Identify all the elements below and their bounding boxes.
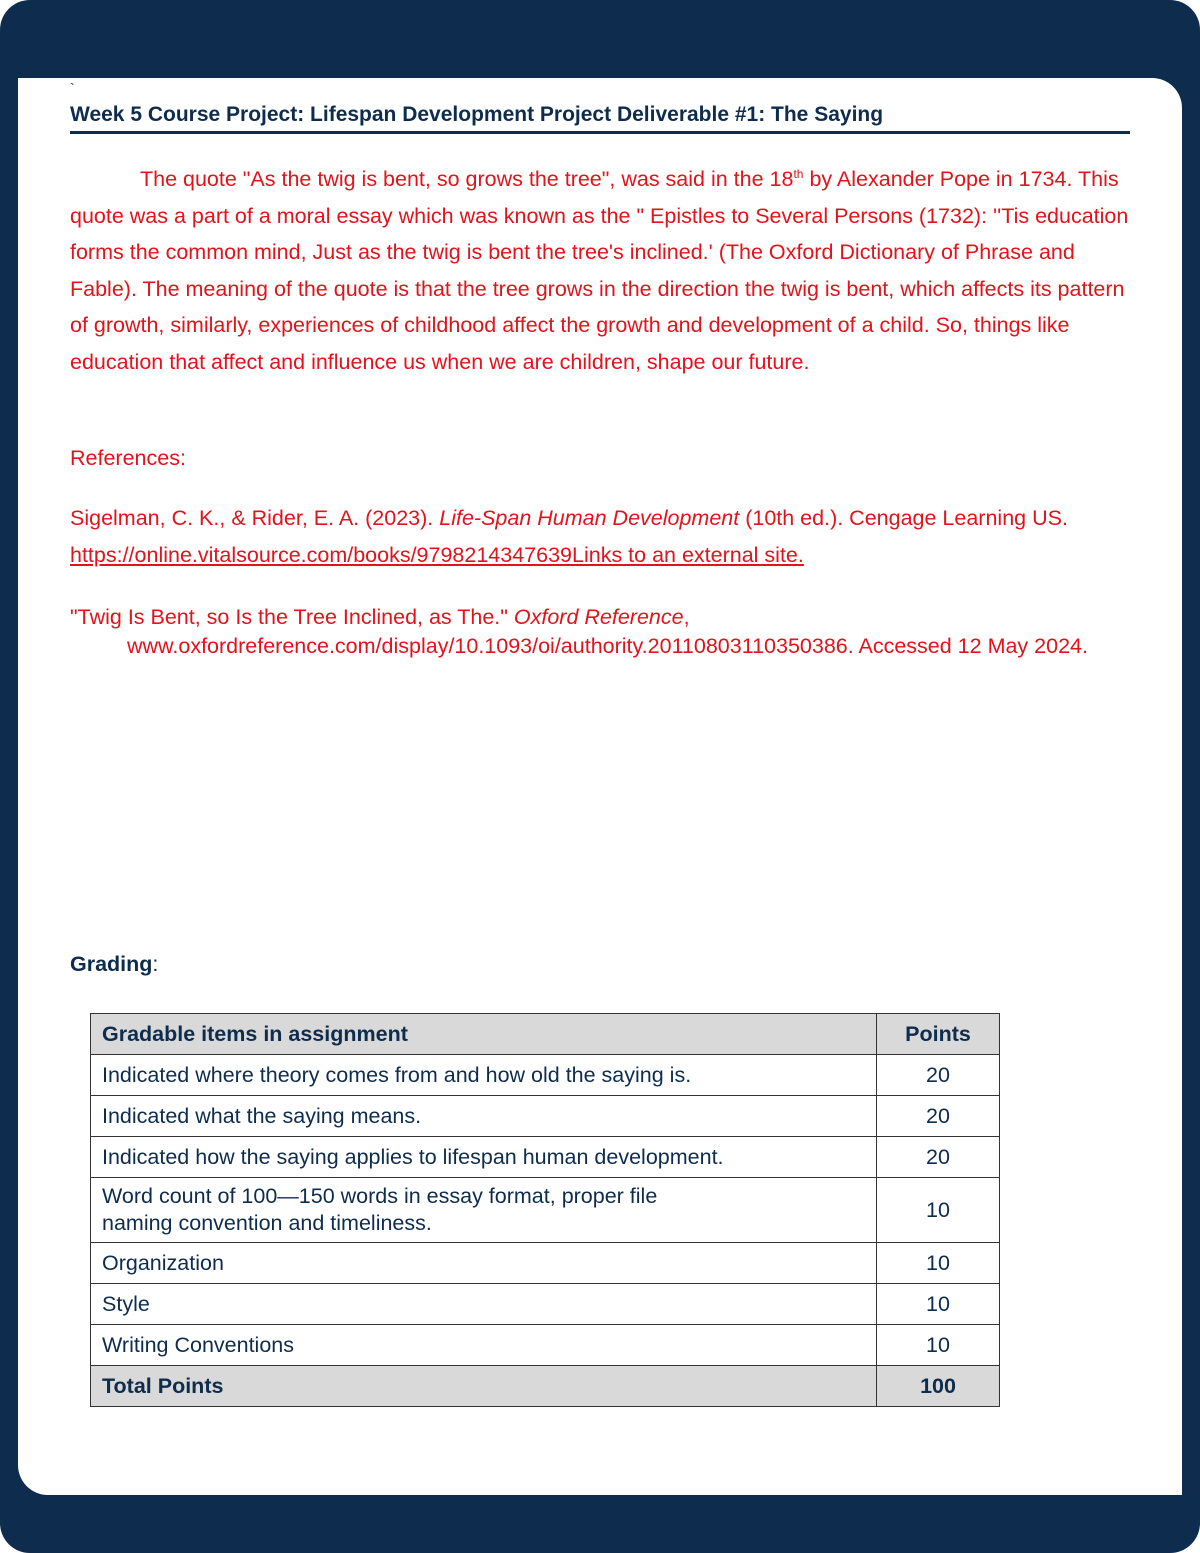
grading-item: Style: [91, 1284, 877, 1325]
grading-item: Organization: [91, 1243, 877, 1284]
grading-colon: :: [152, 952, 159, 976]
reference-1-link[interactable]: https://online.vitalsource.com/books/9798214347639Links to an external site.: [70, 542, 804, 567]
grading-total-row: [91, 1366, 1000, 1407]
reference-2-source: Oxford Reference: [513, 605, 684, 629]
grading-points: 20: [877, 1055, 1000, 1096]
grading-points: 20: [877, 1096, 1000, 1137]
table-row: [91, 1243, 1000, 1284]
essay-text-part2: by Alexander Pope in 1734. This quote was a part of a moral essay which was known as the " Epistles to Several Persons (1732): ''Tis education forms the common mind, Just as the twig is bent the tree's inclined.' (The Oxford Dictionary of Phrase and Fable). The meaning of the quote is that the tree grows in the direction the twig is bent, which affects its pattern of growth, similarly, experiences of childhood affect the growth and development of a child. So, things like education that affect and influence us when we are children, shape our future.: [70, 167, 1129, 374]
references-heading: References:: [70, 446, 186, 470]
essay-paragraph: [70, 161, 1130, 380]
grading-label: Grading: [70, 952, 153, 976]
reference-2-url: , www.oxfordreference.com/display/10.1093/oi/authority.20110803110350386. Accessed 12 May 2024.: [127, 605, 1088, 658]
stray-mark: `: [70, 80, 75, 96]
grading-total-label: Total Points: [91, 1366, 877, 1407]
grading-points: 20: [877, 1137, 1000, 1178]
grading-item: Word count of 100—150 words in essay format, proper file naming convention and timeliness.: [91, 1178, 877, 1243]
grading-item: Indicated how the saying applies to lifespan human development.: [91, 1137, 877, 1178]
grading-points: 10: [877, 1178, 1000, 1243]
table-row: [91, 1325, 1000, 1366]
header-course: PSY278: Week 5 Assignment: [70, 58, 303, 77]
document-title: Week 5 Course Project: Lifespan Development Project Deliverable #1: The Saying: [70, 103, 1130, 134]
table-row: [91, 1178, 1000, 1243]
grading-table: [90, 1013, 1000, 1407]
essay-text-part1: The quote "As the twig is bent, so grows the tree", was said in the 18: [140, 167, 794, 191]
grading-header-row: [91, 1014, 1000, 1055]
reference-1-book-title: Life-Span Human Development: [439, 506, 740, 530]
table-row: [91, 1137, 1000, 1178]
table-row: [91, 1284, 1000, 1325]
reference-2: [70, 603, 1177, 660]
reference-1-details: (10th ed.). Cengage Learning US.: [739, 506, 1068, 530]
reference-1-authors: Sigelman, C. K., & Rider, E. A. (2023).: [70, 506, 440, 530]
reference-2-title: "Twig Is Bent, so Is the Tree Inclined, as The.": [70, 605, 514, 629]
reference-1: [70, 500, 1130, 573]
grading-header-item: Gradable items in assignment: [91, 1014, 877, 1055]
grading-points: 10: [877, 1243, 1000, 1284]
table-row: [91, 1096, 1000, 1137]
table-row: [91, 1055, 1000, 1096]
header-page-number: Page 1: [442, 58, 497, 77]
grading-item: Indicated what the saying means.: [91, 1096, 877, 1137]
grading-item: Indicated where theory comes from and how old the saying is.: [91, 1055, 877, 1096]
grading-points: 10: [877, 1284, 1000, 1325]
grading-header-points: Points: [877, 1014, 1000, 1055]
grading-total-points: 100: [877, 1366, 1000, 1407]
grading-heading: [70, 952, 158, 977]
essay-superscript: th: [793, 166, 804, 181]
grading-item: Writing Conventions: [91, 1325, 877, 1366]
grading-points: 10: [877, 1325, 1000, 1366]
